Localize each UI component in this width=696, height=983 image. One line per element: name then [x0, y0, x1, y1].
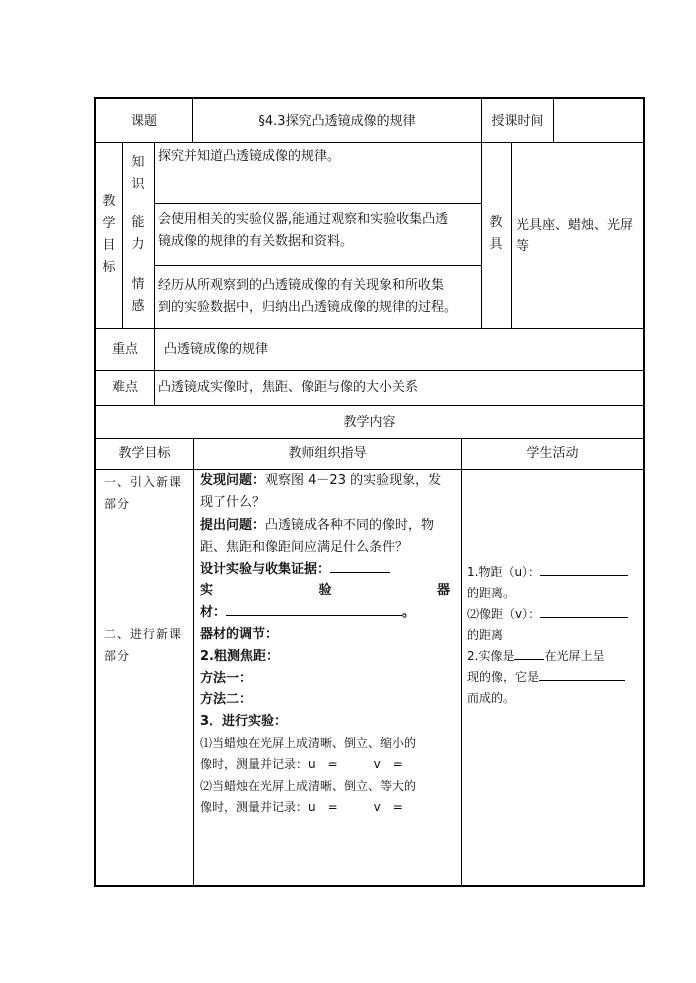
section-2-line-1: 二、进行新课	[104, 627, 183, 641]
section-1-line-2: 部分	[104, 497, 131, 511]
col-divider	[154, 328, 155, 405]
col-divider	[154, 142, 155, 328]
equip-char-c: 器	[436, 583, 450, 598]
discover-line-1	[200, 470, 441, 491]
object-distance-blank	[540, 562, 628, 576]
equipment-line-1	[200, 580, 450, 601]
ask-text-2: 距、焦距和像距间应满足什么条件？	[200, 540, 409, 555]
section-1-line-1: 一、引入新课	[104, 475, 183, 489]
ask-line-1	[200, 515, 434, 536]
method-1-label: 方法一：	[200, 671, 253, 686]
ask-text-1: 凸透镜成各种不同的像时，物	[265, 518, 435, 533]
equip-char-a: 实	[200, 583, 214, 598]
key-point-text: 凸透镜成像的规律	[164, 342, 269, 357]
image-distance-label: ⑵像距（v）：	[467, 607, 541, 621]
goals-label: 教学目标	[102, 194, 116, 275]
image-distance-blank	[540, 604, 628, 618]
method-2-label: 方法二：	[200, 692, 253, 707]
equipment-blank	[226, 602, 402, 616]
design-label-text: 设计实验与收集证据：	[200, 562, 331, 577]
exp-1-line-1: ⑴当蜡烛在光屏上成清晰、倒立、缩小的	[200, 736, 417, 750]
col-goal-header: 教学目标	[118, 446, 171, 461]
discover-text-2: 现了什么？	[200, 495, 266, 510]
object-distance-end: 的距离。	[467, 586, 516, 600]
difficulty-text: 凸透镜成实像时，焦距、像距与像的大小关系	[158, 380, 419, 395]
ask-label: 提出问题：	[200, 518, 266, 533]
tools-text-2: 等	[516, 239, 530, 254]
lesson-plan-table	[94, 97, 645, 887]
ability-label: 能力	[131, 215, 145, 252]
real-image-line-2	[467, 667, 625, 688]
equip-end: 。	[402, 605, 416, 620]
emotion-label: 情感	[131, 277, 145, 314]
topic-label: 课题	[130, 114, 157, 129]
row-divider	[154, 203, 481, 204]
col-divider	[122, 142, 123, 328]
knowledge-text: 探究并知道凸透镜成像的规律。	[158, 149, 341, 164]
col-student-header: 学生活动	[526, 446, 579, 461]
row-divider	[96, 370, 643, 371]
exp-2-line-1: ⑵当蜡烛在光屏上成清晰、倒立、等大的	[200, 779, 417, 793]
discover-label: 发现问题：	[200, 473, 266, 488]
adjust-label: 器材的调节：	[200, 627, 279, 642]
exp-2-line-2: 像时，测量并记录：u = v =	[200, 800, 403, 814]
real-image-text-b: 在光屏上呈	[544, 649, 605, 663]
col-divider	[461, 438, 462, 887]
real-image-text-c: 现的像，它是	[467, 670, 540, 684]
real-image-text-d: 而成的。	[467, 691, 516, 705]
teach-time-label: 授课时间	[491, 114, 544, 129]
ability-text-2: 镜成像的规律的有关数据和资料。	[158, 234, 354, 249]
focal-label: 2.粗测焦距：	[200, 649, 279, 664]
content-title: 教学内容	[343, 415, 396, 430]
equipment-line-2	[200, 602, 415, 623]
design-blank	[330, 559, 390, 573]
row-divider	[96, 405, 643, 406]
row-divider	[96, 142, 643, 143]
discover-text-1: 观察图 4－23 的实验现象，发	[265, 473, 442, 488]
real-image-text-a: 2.实像是	[467, 649, 515, 663]
row-divider	[96, 328, 643, 329]
equip-char-b: 验	[318, 583, 332, 598]
design-label	[200, 559, 390, 580]
row-divider	[96, 438, 643, 439]
col-divider	[193, 438, 194, 887]
exp-1-line-2: 像时，测量并记录：u = v =	[200, 757, 403, 771]
emotion-text-2: 到的实验数据中，归纳出凸透镜成像的规律的过程。	[158, 300, 458, 315]
tools-label: 教具	[489, 215, 503, 252]
real-image-line-1	[467, 646, 604, 667]
col-divider	[511, 142, 512, 328]
col-teacher-header: 教师组织指导	[288, 446, 367, 461]
topic-title: §4.3探究凸透镜成像的规律	[258, 114, 416, 129]
col-divider	[553, 99, 554, 142]
real-image-blank-1	[514, 646, 544, 660]
difficulty-label: 难点	[111, 380, 138, 395]
col-divider	[481, 99, 482, 328]
object-distance-label: 1.物距（u）：	[467, 565, 541, 579]
experiment-label: 3．进行实验：	[200, 714, 288, 729]
key-point-label: 重点	[111, 342, 138, 357]
object-distance-line	[467, 562, 628, 583]
tools-text-1: 光具座、蜡烛、光屏	[516, 218, 634, 233]
image-distance-end: 的距离	[467, 628, 504, 642]
image-distance-line	[467, 604, 628, 625]
row-divider	[154, 265, 481, 266]
real-image-blank-2	[539, 667, 625, 681]
knowledge-label: 知识	[131, 155, 145, 192]
ability-text-1: 会使用相关的实验仪器,能通过观察和实验收集凸透	[158, 212, 449, 227]
equip-char-d: 材：	[200, 605, 227, 620]
emotion-text-1: 经历从所观察到的凸透镜成像的有关现象和所收集	[158, 278, 445, 293]
section-2-line-2: 部分	[104, 649, 131, 663]
